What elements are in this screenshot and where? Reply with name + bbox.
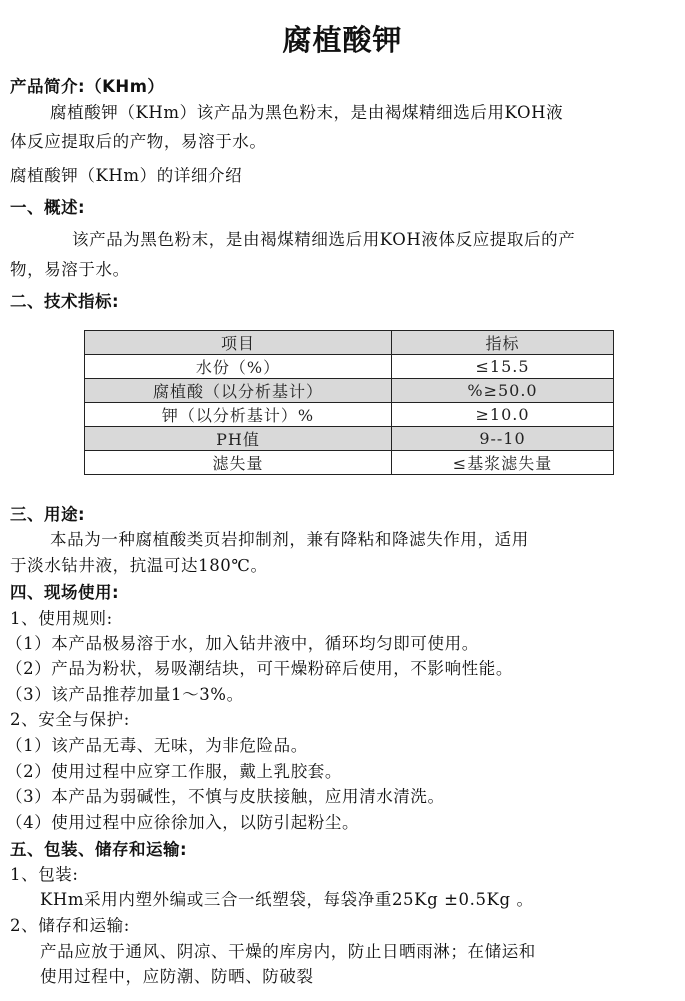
table-row xyxy=(85,379,614,403)
spec-cell-value: ≤基浆滤失量 xyxy=(392,451,614,475)
storage-line-2: 使用过程中，应防潮、防晒、防破裂 xyxy=(40,967,314,986)
table-row xyxy=(85,451,614,475)
spec-cell-value: ≤15.5 xyxy=(392,355,614,379)
spec-cell-value: %≥50.0 xyxy=(392,379,614,403)
overview-line-1: 该产品为黑色粉末，是由褐煤精细选后用KOH液体反应提取后的产 xyxy=(72,230,576,249)
storage-line-1: 产品应放于通风、阴凉、干燥的库房内，防止日晒雨淋；在储运和 xyxy=(40,942,536,961)
spec-header-item: 项目 xyxy=(85,331,392,355)
intro-heading: 产品简介:（KHm） xyxy=(10,77,165,96)
spec-cell-item: PH值 xyxy=(85,427,392,451)
spec-cell-item: 钾（以分析基计）% xyxy=(85,403,392,427)
usage-line-2: 于淡水钻井液，抗温可达180℃。 xyxy=(10,556,268,575)
pack-text: KHm采用内塑外编或三合一纸塑袋，每袋净重25Kg ±0.5Kg 。 xyxy=(40,890,534,909)
storage-title: 2、储存和运输: xyxy=(10,916,130,935)
intro-paragraph-line-1: 腐植酸钾（KHm）该产品为黑色粉末，是由褐煤精细选后用KOH液 xyxy=(50,103,564,122)
safety-item: （4）使用过程中应徐徐加入，以防引起粉尘。 xyxy=(6,813,360,832)
table-row xyxy=(85,355,614,379)
rule-item: （1）本产品极易溶于水，加入钻井液中，循环均匀即可使用。 xyxy=(6,634,479,653)
safety-title: 2、安全与保护: xyxy=(10,710,130,729)
table-row xyxy=(85,403,614,427)
spec-header-index: 指标 xyxy=(392,331,614,355)
spec-cell-item: 滤失量 xyxy=(85,451,392,475)
usage-line-1: 本品为一种腐植酸类页岩抑制剂，兼有降粘和降滤失作用，适用 xyxy=(50,530,529,549)
spec-cell-value: 9--10 xyxy=(392,427,614,451)
spec-cell-item: 腐植酸（以分析基计） xyxy=(85,379,392,403)
document-title: 腐植酸钾 xyxy=(282,23,403,57)
safety-item: （2）使用过程中应穿工作服，戴上乳胶套。 xyxy=(6,762,342,781)
safety-item: （3）本产品为弱碱性，不慎与皮肤接触，应用清水清洗。 xyxy=(6,787,445,806)
usage-heading: 三、用途: xyxy=(10,505,86,524)
packaging-heading: 五、包装、储存和运输: xyxy=(10,840,188,859)
spec-table xyxy=(84,330,614,475)
pack-title: 1、包装: xyxy=(10,865,79,884)
intro-paragraph-line-2: 体反应提取后的产物，易溶于水。 xyxy=(10,132,267,151)
field-use-heading: 四、现场使用: xyxy=(10,583,120,602)
spec-cell-item: 水份（%） xyxy=(85,355,392,379)
table-row xyxy=(85,427,614,451)
overview-line-2: 物，易溶于水。 xyxy=(10,260,130,279)
safety-item: （1）该产品无毒、无味，为非危险品。 xyxy=(6,736,308,755)
overview-heading: 一、概述: xyxy=(10,198,86,217)
rule-item: （3）该产品推荐加量1～3%。 xyxy=(6,685,244,704)
rules-title: 1、使用规则: xyxy=(10,609,113,628)
spec-table-header-row xyxy=(85,331,614,355)
rule-item: （2）产品为粉状，易吸潮结块，可干燥粉碎后使用，不影响性能。 xyxy=(6,659,513,678)
spec-cell-value: ≥10.0 xyxy=(392,403,614,427)
intro-detail-line: 腐植酸钾（KHm）的详细介绍 xyxy=(10,166,243,185)
specs-heading: 二、技术指标: xyxy=(10,292,120,311)
